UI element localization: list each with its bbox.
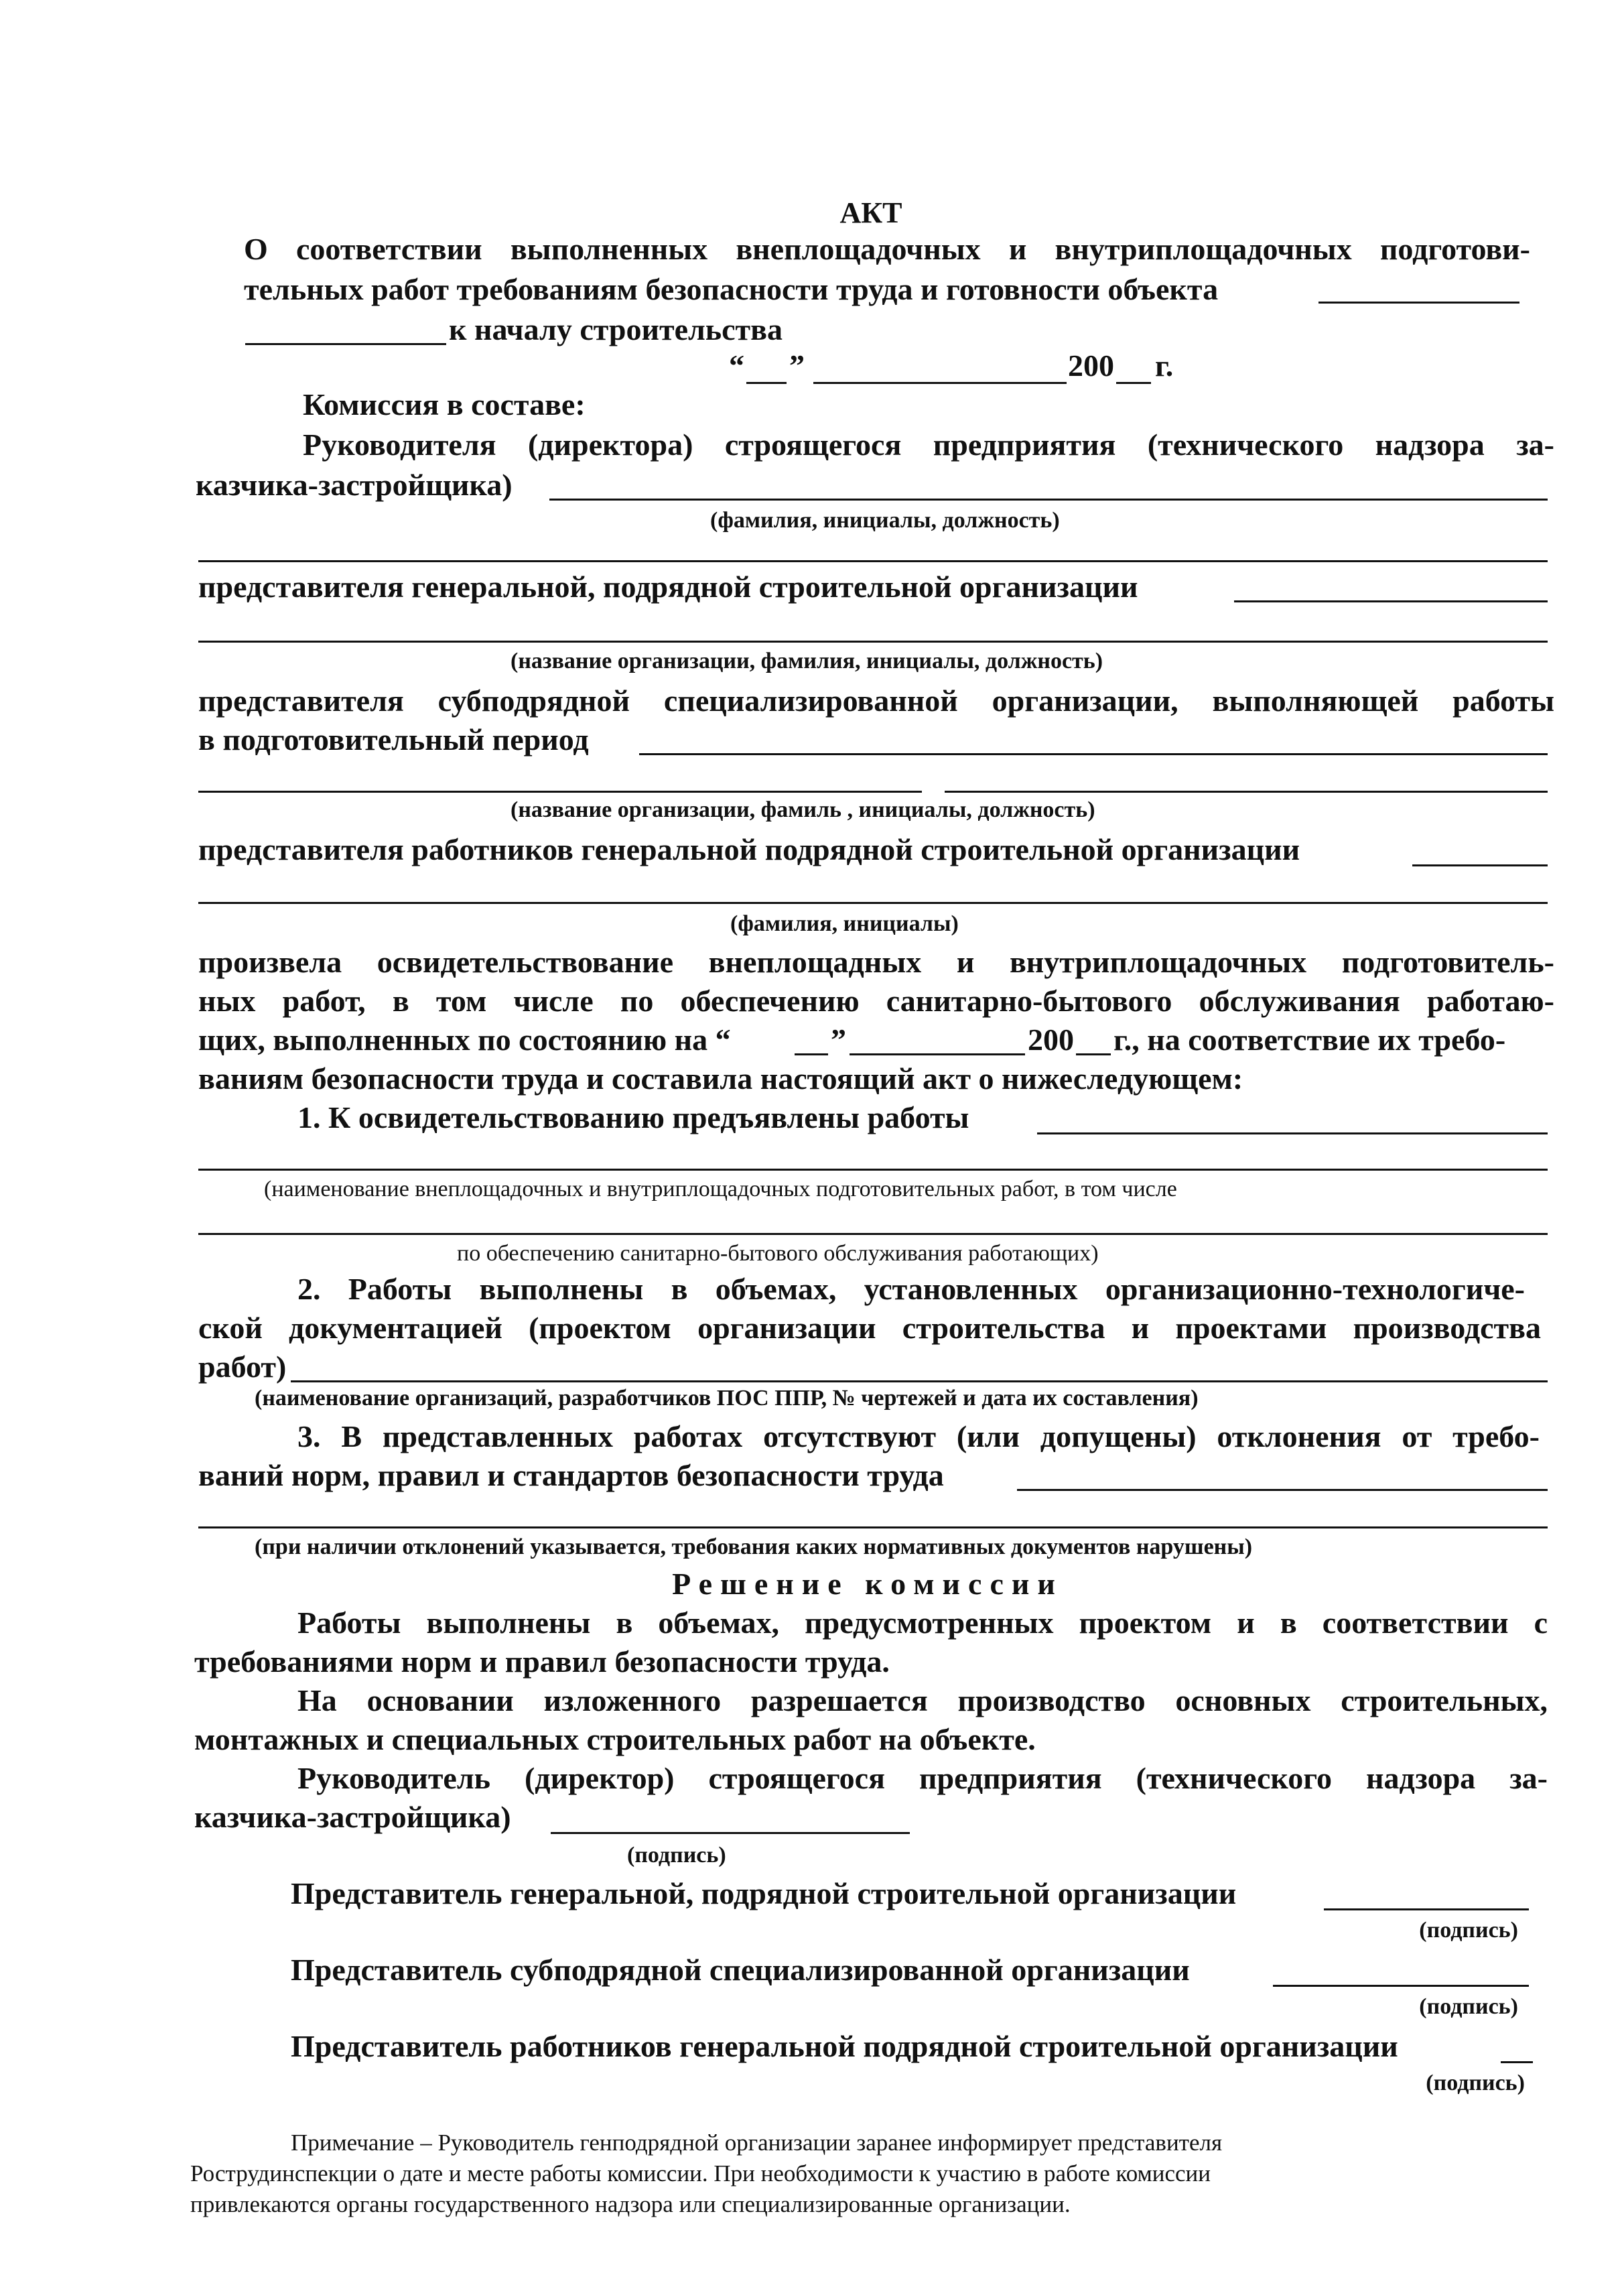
blank-line-3a <box>198 791 922 793</box>
head-signature-blank <box>551 1832 910 1834</box>
object-name-blank-2 <box>245 343 446 345</box>
sub-rep-signature-label: Представитель субподрядной специализированной организации <box>291 1953 1190 1987</box>
body-day-blank <box>795 1053 828 1055</box>
blank-line-1 <box>198 560 1548 562</box>
body-line-1: произвела освидетельствование внеплощадных и внутриплощадочных подготовитель- <box>198 945 1554 979</box>
item-2-line-1: 2. Работы выполнены в объемах, установленных организационно-технологиче- <box>297 1272 1525 1306</box>
body-month-blank <box>850 1053 1025 1055</box>
head-line-1: Руководителя (директора) строящегося предприятия (технического надзора за- <box>303 428 1554 462</box>
decision-heading: Решение комиссии <box>672 1567 1063 1601</box>
date-day-blank <box>746 382 787 384</box>
date-open-quote: “ <box>729 348 744 383</box>
caption-works-list: (наименование внеплощадочных и внутриплощадочных подготовительных работ, в том числе <box>264 1177 1177 1201</box>
date-year-blank <box>1116 382 1151 384</box>
item-3-blank <box>1017 1489 1548 1491</box>
date-close-quote: ” <box>789 348 805 383</box>
item-2-blank <box>291 1380 1548 1382</box>
blank-line-5 <box>198 1169 1548 1171</box>
blank-line-6 <box>198 1233 1548 1235</box>
gen-rep-label: представителя генеральной, подрядной строительной организации <box>198 570 1138 604</box>
body-year: 200 <box>1028 1023 1074 1057</box>
caption-developers: (наименование организаций, разработчиков ПОС ППР, № чертежей и дата их составления) <box>255 1386 1199 1411</box>
item-3-line-1: 3. В представленных работах отсутствуют (или допущены) отклонения от требо- <box>297 1419 1540 1453</box>
item-3-line-2: ваний норм, правил и стандартов безопасности труда <box>198 1458 944 1492</box>
note-line-2: Рострудинспекции о дате и месте работы комиссии. При необходимости к участию в работе комиссии <box>190 2160 1211 2186</box>
decision-head-line-2: казчика-застройщика) <box>194 1800 511 1834</box>
note-line-3: привлекаются органы государственного надзора или специализированные организации. <box>190 2191 1071 2217</box>
sub-rep-blank <box>639 753 1548 755</box>
item-1-blank <box>1037 1132 1548 1134</box>
caption-org-name-position-2: (название организации, фамиль , инициалы, должность) <box>511 797 1095 822</box>
workers-rep-signature-label: Представитель работников генеральной подрядной строительной организации <box>291 2029 1398 2063</box>
caption-name-initials: (фамилия, инициалы) <box>730 911 959 936</box>
commission-heading: Комиссия в составе: <box>303 387 586 421</box>
head-line-2: казчика-застройщика) <box>196 468 513 502</box>
date-year-suffix: г. <box>1155 348 1174 383</box>
sub-rep-line-1: представителя субподрядной специализированной организации, выполняющей работы <box>198 683 1554 718</box>
title-line-2: тельных работ требованиям безопасности труда и готовности объекта <box>244 272 1219 306</box>
gen-rep-signature-label: Представитель генеральной, подрядной строительной организации <box>291 1876 1237 1910</box>
caption-name-position: (фамилия, инициалы, должность) <box>710 508 1060 533</box>
body-line-2: ных работ, в том числе по обеспечению санитарно-бытового обслуживания работаю- <box>198 984 1554 1018</box>
head-name-blank <box>549 499 1548 501</box>
decision-p2-line-1: На основании изложенного разрешается производство основных строительных, <box>297 1683 1548 1717</box>
gen-rep-signature-blank <box>1324 1908 1529 1910</box>
item-1-label: 1. К освидетельствованию предъявлены работы <box>297 1100 969 1134</box>
blank-line-7 <box>198 1526 1548 1528</box>
caption-sanitary-service: по обеспечению санитарно-бытового обслуживания работающих) <box>457 1241 1099 1266</box>
body-line-3b: ” <box>831 1023 846 1057</box>
note-line-1: Примечание – Руководитель генподрядной организации заранее информирует представителя <box>291 2130 1223 2156</box>
decision-p1-line-1: Работы выполнены в объемах, предусмотренных проектом и в соответствии с <box>297 1606 1548 1640</box>
title-line-3: к началу строительства <box>449 312 783 346</box>
body-line-3a: щих, выполненных по состоянию на “ <box>198 1023 731 1057</box>
decision-p2-line-2: монтажных и специальных строительных работ на объекте. <box>194 1722 1036 1756</box>
caption-org-name-position: (название организации, фамилия, инициалы, должность) <box>511 649 1103 673</box>
gen-rep-blank <box>1234 600 1548 602</box>
body-line-3d: г., на соответствие их требо- <box>1113 1023 1506 1057</box>
gen-rep-signature-caption: (подпись) <box>1419 1918 1518 1943</box>
item-2-line-2: ской документацией (проектом организации строительства и проектами производства <box>198 1311 1541 1345</box>
decision-head-line-1: Руководитель (директор) строящегося предприятия (технического надзора за- <box>297 1761 1548 1795</box>
title-line-1: О соответствии выполненных внеплощадочных и внутриплощадочных подготови- <box>244 232 1530 266</box>
date-month-blank <box>813 382 1067 384</box>
workers-rep-blank <box>1412 864 1548 866</box>
body-year-blank <box>1076 1053 1111 1055</box>
caption-violations: (при наличии отклонений указывается, требования каких нормативных документов нарушены) <box>255 1535 1253 1559</box>
sub-rep-signature-caption: (подпись) <box>1419 1994 1518 2019</box>
blank-line-2 <box>198 641 1548 643</box>
workers-rep-label: представителя работников генеральной подрядной строительной организации <box>198 832 1300 866</box>
blank-line-3b <box>945 791 1548 793</box>
body-line-4: ваниям безопасности труда и составила настоящий акт о нижеследующем: <box>198 1061 1243 1096</box>
document-title: АКТ <box>839 196 902 229</box>
workers-rep-signature-blank <box>1501 2061 1533 2063</box>
head-signature-caption: (подпись) <box>627 1843 726 1868</box>
date-year: 200 <box>1068 348 1114 383</box>
sub-rep-line-2: в подготовительный период <box>198 722 589 757</box>
blank-line-4 <box>198 902 1548 904</box>
workers-rep-signature-caption: (подпись) <box>1426 2071 1525 2095</box>
decision-p1-line-2: требованиями норм и правил безопасности труда. <box>194 1644 890 1679</box>
item-2-line-3: работ) <box>198 1350 287 1384</box>
object-name-blank <box>1318 302 1519 304</box>
sub-rep-signature-blank <box>1273 1985 1529 1987</box>
